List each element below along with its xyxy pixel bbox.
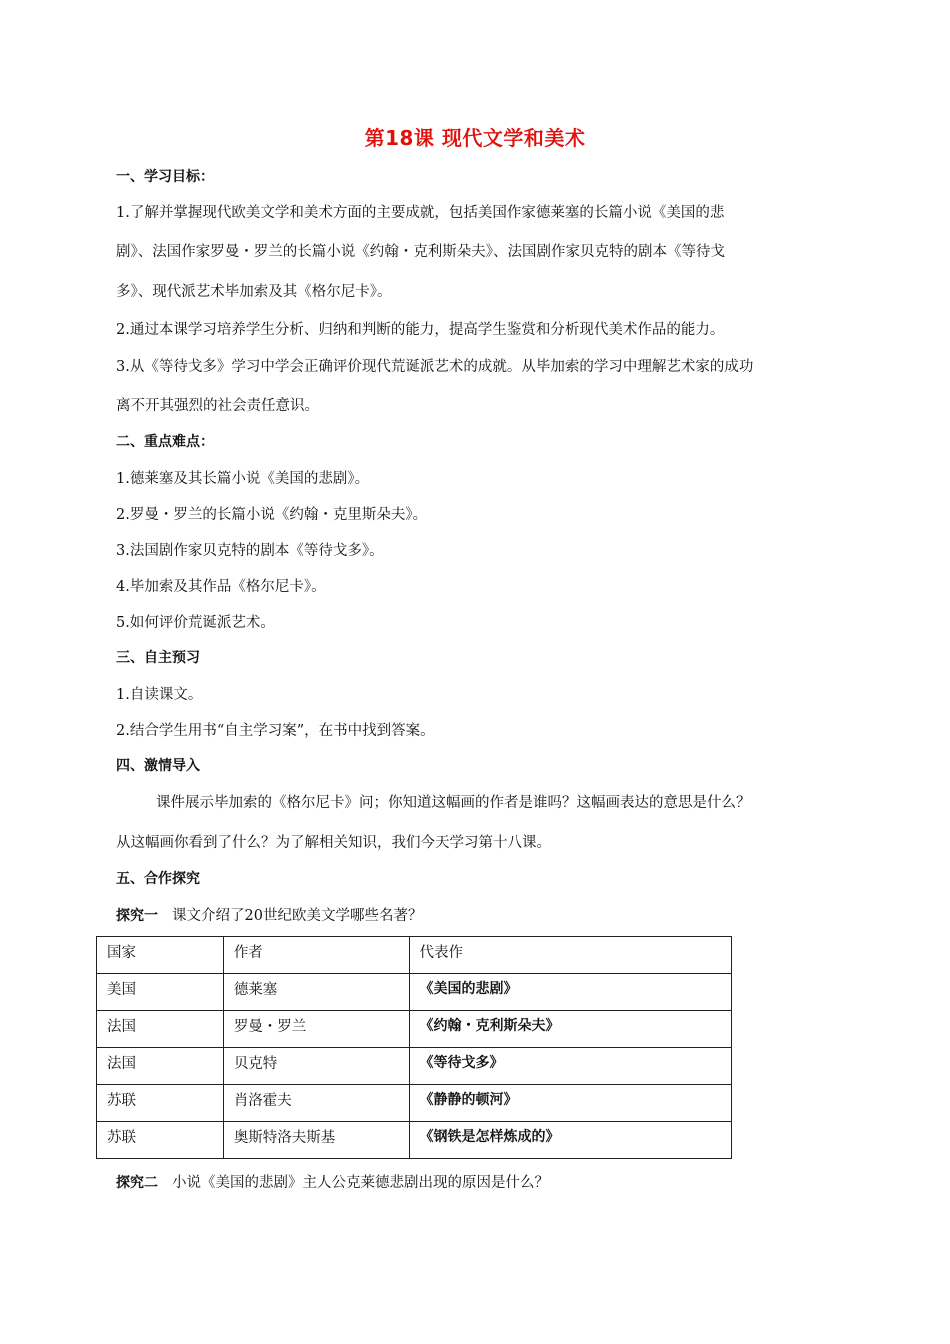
preview-line: 2.结合学生用书“自主学习案”，在书中找到答案。 <box>116 723 435 739</box>
goal-line: 剧》、法国作家罗曼・罗兰的长篇小说《约翰・克利斯朵夫》、法国剧作家贝克特的剧本《等待戈 <box>116 244 725 260</box>
key-point-line: 1.德莱塞及其长篇小说《美国的悲剧》。 <box>116 471 370 487</box>
section-heading-explore: 五、合作探究 <box>116 871 200 887</box>
cell-author: 罗曼・罗兰 <box>223 1011 409 1048</box>
table-header-row <box>97 937 732 974</box>
goal-line: 1.了解并掌握现代欧美文学和美术方面的主要成就，包括美国作家德莱塞的长篇小说《美国的悲 <box>116 205 725 221</box>
probe-two-label: 探究二 <box>116 1175 158 1191</box>
table-row <box>97 1011 732 1048</box>
goal-line: 离不开其强烈的社会责任意识。 <box>116 398 319 414</box>
preview-line: 1.自读课文。 <box>116 687 203 703</box>
intro-line: 从这幅画你看到了什么？为了解相关知识，我们今天学习第十八课。 <box>116 835 551 851</box>
table-row <box>97 1085 732 1122</box>
cell-country: 法国 <box>97 1011 224 1048</box>
cell-country: 苏联 <box>97 1122 224 1159</box>
cell-work: 《静静的顿河》 <box>409 1085 731 1122</box>
probe-two-question: 小说《美国的悲剧》主人公克莱德悲剧出现的原因是什么？ <box>172 1175 549 1191</box>
table-row <box>97 974 732 1011</box>
section-heading-goals: 一、学习目标： <box>116 169 214 185</box>
key-point-line: 5.如何评价荒诞派艺术。 <box>116 615 275 631</box>
goal-line: 2.通过本课学习培养学生分析、归纳和判断的能力，提高学生鉴赏和分析现代美术作品的能力。 <box>116 322 725 338</box>
goal-line: 多》、现代派艺术毕加索及其《格尔尼卡》。 <box>116 284 392 300</box>
cell-country: 法国 <box>97 1048 224 1085</box>
cell-country: 苏联 <box>97 1085 224 1122</box>
header-author: 作者 <box>223 937 409 974</box>
section-heading-preview: 三、自主预习 <box>116 650 200 666</box>
probe-one <box>116 904 422 925</box>
probe-one-label: 探究一 <box>116 908 158 924</box>
table-row <box>97 1122 732 1159</box>
probe-one-question: 课文介绍了20世纪欧美文学哪些名著？ <box>172 908 423 924</box>
works-table <box>96 936 732 1159</box>
header-country: 国家 <box>97 937 224 974</box>
cell-work: 《约翰・克利斯朵夫》 <box>409 1011 731 1048</box>
key-point-line: 2.罗曼・罗兰的长篇小说《约翰・克里斯朵夫》。 <box>116 507 428 523</box>
goal-line: 3.从《等待戈多》学习中学会正确评价现代荒诞派艺术的成就。从毕加索的学习中理解艺术家的成功 <box>116 359 754 375</box>
cell-author: 德莱塞 <box>223 974 409 1011</box>
section-heading-key-points: 二、重点难点： <box>116 434 214 450</box>
intro-line: 课件展示毕加索的《格尔尼卡》问；你知道这幅画的作者是谁吗？这幅画表达的意思是什么？ <box>156 795 751 811</box>
table-row <box>97 1048 732 1085</box>
section-heading-intro: 四、激情导入 <box>116 758 200 774</box>
cell-work: 《等待戈多》 <box>409 1048 731 1085</box>
cell-author: 奥斯特洛夫斯基 <box>223 1122 409 1159</box>
header-work: 代表作 <box>409 937 731 974</box>
page-title: 第18课 现代文学和美术 <box>364 126 586 150</box>
key-point-line: 4.毕加索及其作品《格尔尼卡》。 <box>116 579 326 595</box>
cell-author: 贝克特 <box>223 1048 409 1085</box>
key-point-line: 3.法国剧作家贝克特的剧本《等待戈多》。 <box>116 543 384 559</box>
cell-author: 肖洛霍夫 <box>223 1085 409 1122</box>
cell-work: 《钢铁是怎样炼成的》 <box>409 1122 731 1159</box>
cell-country: 美国 <box>97 974 224 1011</box>
cell-work: 《美国的悲剧》 <box>409 974 731 1011</box>
probe-two <box>116 1171 549 1192</box>
